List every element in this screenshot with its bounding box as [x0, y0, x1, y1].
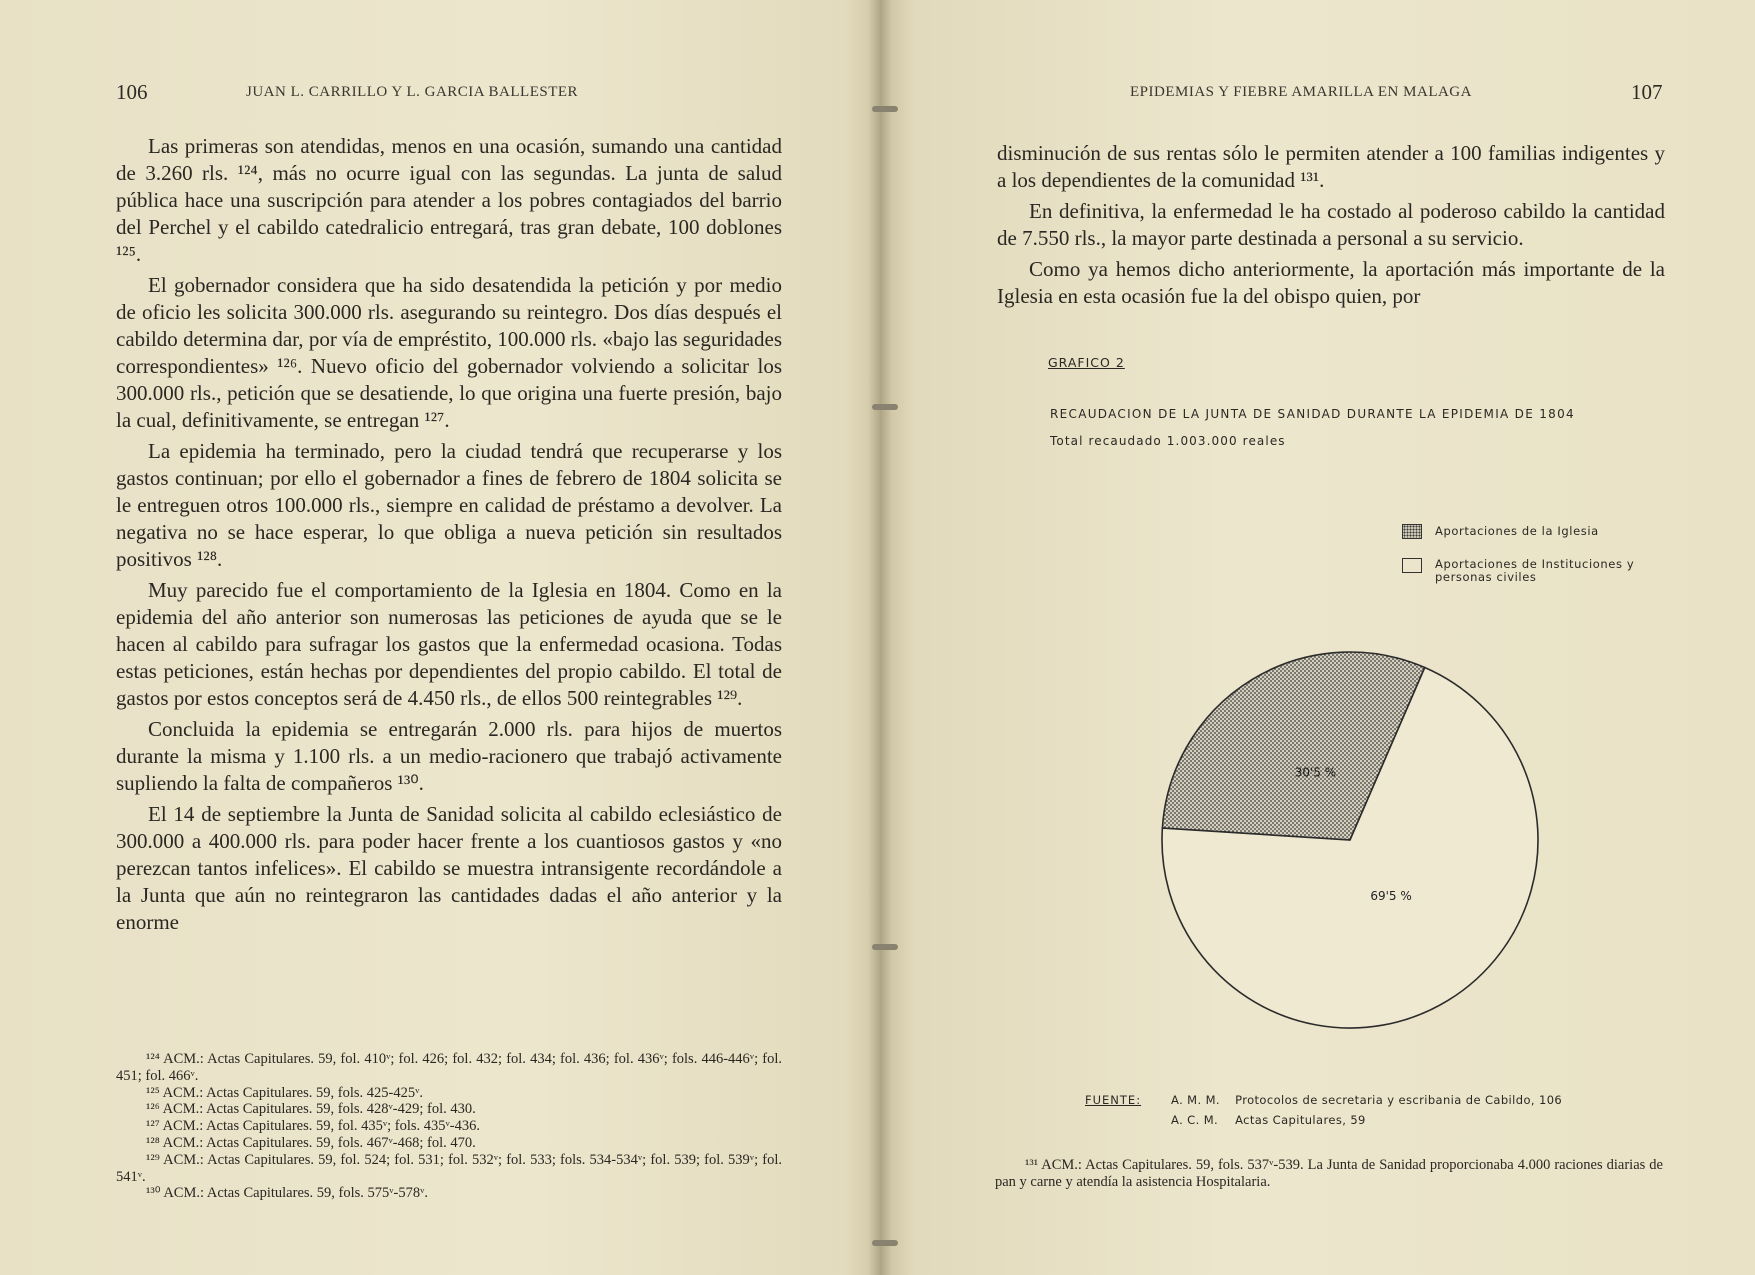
footnote: ¹³⁰ ACM.: Actas Capitulares. 59, fols. 575ᵛ-578ᵛ. — [146, 1185, 428, 1202]
legend-swatch-civiles — [1402, 558, 1422, 573]
footnote: ¹³¹ ACM.: Actas Capitulares. 59, fols. 537ᵛ-539. La Junta de Sanidad proporcionaba 4.000 raciones diarias de pan y carne y atendía la asistencia Hospitalaria. — [995, 1157, 1663, 1190]
footnote: ¹²⁸ ACM.: Actas Capitulares. 59, fols. 467ᵛ-468; fol. 470. — [146, 1134, 476, 1151]
paragraph: El 14 de septiembre la Junta de Sanidad solicita al cabildo eclesiástico de 300.000 a 400.000 rls. para poder hacer frente a los cuantiosos gastos y «no perezcan tantos infelices». El cabildo se muestra intransigente recordándole a la Junta que aún no reintegraron las cantidades dadas el año anterior y la enorme — [116, 802, 782, 934]
paragraph: En definitiva, la enfermedad le ha costado al poderoso cabildo la cantidad de 7.550 rls., la mayor parte destinada a personal a su servicio. — [997, 199, 1665, 250]
page-number-right: 107 — [1631, 80, 1663, 104]
running-head-left: JUAN L. CARRILLO Y L. GARCIA BALLESTER — [246, 84, 579, 100]
pie-label-civiles: 69'5 % — [1370, 889, 1412, 904]
source-detail: Protocolos de secretaria y escribania de Cabildo, 106 — [1235, 1093, 1563, 1107]
figure-label: GRAFICO 2 — [1048, 355, 1125, 370]
binding-stitch — [872, 1240, 898, 1246]
right-body-text — [997, 140, 1665, 314]
binding-stitch — [872, 944, 898, 950]
binding-stitch — [872, 404, 898, 410]
book-gutter — [868, 0, 892, 1275]
chart-subtitle: Total recaudado 1.003.000 reales — [1050, 434, 1286, 448]
paragraph: El gobernador considera que ha sido desatendida la petición y por medio de oficio les solicita 300.000 rls. asegurando su reintegro. Dos días después el cabildo determina dar, por vía de empréstito, 100.000 rls. «bajo las seguridades correspondientes» ¹²⁶. Nuevo oficio del gobernador volviendo a solicitar los 300.000 rls., petición que se desatiende, lo que origina una fuerte presión, bajo la cual, definitivamente, se entregan ¹²⁷. — [116, 273, 782, 432]
footnote: ¹²⁶ ACM.: Actas Capitulares. 59, fols. 428ᵛ-429; fol. 430. — [146, 1101, 476, 1118]
right-footnotes — [995, 1157, 1663, 1191]
paragraph: Las primeras son atendidas, menos en una ocasión, sumando una cantidad de 3.260 rls. ¹²⁴, más no ocurre igual con las segundas. La junta de salud pública hace una suscripción para atender a los pobres contagiados del barrio del Perchel y el cabildo catedralicio entregará, tras gran debate, 100 doblones ¹²⁵. — [116, 134, 782, 266]
page-number-left: 106 — [116, 80, 148, 104]
paragraph: disminución de sus rentas sólo le permiten atender a 100 familias indigentes y a los dependientes de la comunidad ¹³¹. — [997, 141, 1665, 192]
source-detail: Actas Capitulares, 59 — [1235, 1113, 1366, 1127]
paragraph: Como ya hemos dicho anteriormente, la aportación más importante de la Iglesia en esta ocasión fue la del obispo quien, por — [997, 257, 1665, 308]
figure-source — [1085, 1090, 1645, 1134]
legend-swatch-iglesia — [1402, 524, 1422, 539]
footnote: ¹²⁴ ACM.: Actas Capitulares. 59, fol. 410ᵛ; fol. 426; fol. 432; fol. 434; fol. 436; fol. 436ᵛ; fols. 446-446ᵛ; fol. 451; fol. 466ᵛ. — [116, 1051, 782, 1084]
left-body-text — [116, 133, 782, 940]
legend-label-civiles: Aportaciones de Instituciones y personas civiles — [1435, 557, 1635, 584]
footnote: ¹²⁹ ACM.: Actas Capitulares. 59, fol. 524; fol. 531; fol. 532ᵛ; fol. 533; fols. 534-534ᵛ; fol. 539; fol. 539ᵛ; fol. 541ᵛ. — [116, 1151, 782, 1185]
footnote: ¹²⁵ ACM.: Actas Capitulares. 59, fols. 425-425ᵛ. — [146, 1084, 423, 1101]
legend-label-iglesia: Aportaciones de la Iglesia — [1435, 524, 1599, 538]
footnote: ¹²⁷ ACM.: Actas Capitulares. 59, fol. 435ᵛ; fols. 435ᵛ-436. — [146, 1118, 481, 1135]
left-footnotes — [116, 1051, 782, 1202]
paragraph: Muy parecido fue el comportamiento de la Iglesia en 1804. Como en la epidemia del año anterior son numerosas las peticiones de ayuda que se le hacen al cabildo para sufragar los gastos que la enfermedad ocasiona. Todas estas peticiones, están hechas por dependientes del propio cabildo. El total de gastos por estos conceptos será de 4.450 rls., de ellos 500 reintegrables ¹²⁹. — [116, 578, 782, 710]
source-label: FUENTE: — [1085, 1093, 1142, 1107]
source-archive: A. C. M. — [1171, 1113, 1219, 1127]
source-archive: A. M. M. — [1171, 1093, 1220, 1107]
pie-label-iglesia: 30'5 % — [1294, 765, 1337, 780]
pie-chart — [1150, 640, 1550, 1040]
running-head-right: EPIDEMIAS Y FIEBRE AMARILLA EN MALAGA — [1130, 84, 1472, 100]
binding-stitch — [872, 106, 898, 112]
chart-title: RECAUDACION DE LA JUNTA DE SANIDAD DURANTE LA EPIDEMIA DE 1804 — [1050, 407, 1575, 421]
paragraph: Concluida la epidemia se entregarán 2.000 rls. para hijos de muertos durante la misma y 1.100 rls. a un medio-racionero que trabajó activamente supliendo la falta de compañeros ¹³⁰. — [116, 717, 782, 795]
paragraph: La epidemia ha terminado, pero la ciudad tendrá que recuperarse y los gastos continuan; por ello el gobernador a fines de febrero de 1804 solicita se le entreguen otros 100.000 rls., siempre en calidad de préstamo a devolver. La negativa no se hace esperar, lo que obliga a nueva petición sin resultados positivos ¹²⁸. — [116, 439, 782, 571]
